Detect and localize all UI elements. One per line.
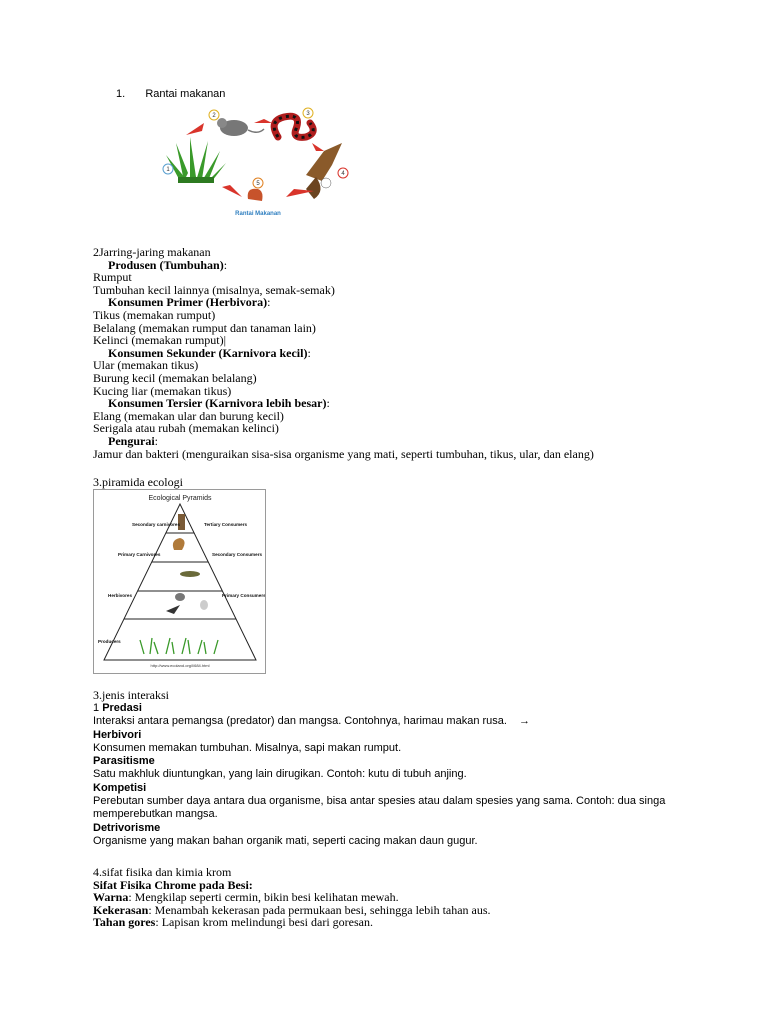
list-item: Kelinci (memakan rumput)| xyxy=(93,333,227,348)
property-item: Kekerasan: Menambah kekerasan pada permukaan besi, sehingga lebih tahan aus. xyxy=(93,902,491,917)
interaction-text: Perebutan sumber daya antara dua organisme, bisa antar spesies atau dalam spesies yang sama. Contoh: dua singa xyxy=(93,795,666,808)
list-item: Kucing liar (memakan tikus) xyxy=(93,383,232,398)
ecological-pyramid-figure xyxy=(93,489,266,674)
interaction-heading: Detrivorisme xyxy=(93,821,161,834)
food-chain-illustration xyxy=(146,103,368,225)
section-title: Rantai makanan xyxy=(145,88,226,100)
group-heading: Pengurai: xyxy=(108,433,159,448)
section-title: 2Jarring-jaring makanan xyxy=(93,245,211,259)
group-heading: Konsumen Tersier (Karnivora lebih besar): xyxy=(108,396,330,411)
step-label: 3 xyxy=(306,111,310,117)
property-item: Warna: Mengkilap seperti cermin, bikin besi kelihatan mewah. xyxy=(93,890,399,905)
interaction-heading: Herbivori xyxy=(93,728,142,741)
interaction-text: Konsumen memakan tumbuhan. Misalnya, sapi makan rumput. xyxy=(93,741,402,754)
step-label: 5 xyxy=(256,181,260,187)
interaction-heading: Parasitisme xyxy=(93,755,155,768)
section-title: 3.piramida ecologi xyxy=(93,475,183,489)
mouse-icon xyxy=(217,118,264,136)
interaction-text: Satu makhluk diuntungkan, yang lain dirugikan. Contoh: kutu di tubuh anjing. xyxy=(93,768,467,781)
decomposer-icon xyxy=(248,189,263,201)
ecological-pyramid-illustration xyxy=(94,490,265,673)
property-item: Tahan gores: Lapisan krom melindungi besi dari goresan. xyxy=(93,915,373,930)
list-number: 1. xyxy=(116,88,126,100)
chrome-section xyxy=(93,866,733,929)
eagle-icon xyxy=(306,143,342,199)
interaction-text: Interaksi antara pemangsa (predator) dan mangsa. Contohnya, harimau makan rusa. → xyxy=(93,715,530,728)
pyramid-label: Primary Carnivores xyxy=(118,552,161,557)
grass-icon xyxy=(166,137,226,183)
group-heading: Konsumen Sekunder (Karnivora kecil): xyxy=(108,345,311,360)
section-title: 3.jenis interaksi xyxy=(93,688,169,702)
section-title: 4.sifat fisika dan kimia krom xyxy=(93,865,232,879)
arrow-icon: → xyxy=(518,715,530,728)
interaction-list xyxy=(93,702,733,848)
pyramid-label: Herbivores xyxy=(108,593,133,598)
pyramid-label: Secondary Consumers xyxy=(212,552,263,557)
interaction-text: memperebutkan mangsa. xyxy=(93,808,218,821)
list-item: Burung kecil (memakan belalang) xyxy=(93,370,257,385)
snake-icon xyxy=(274,116,313,137)
group-heading: Konsumen Primer (Herbivora): xyxy=(108,295,271,310)
interaction-heading: Kompetisi xyxy=(93,781,147,794)
food-chain-figure xyxy=(146,103,368,225)
interaction-heading: 1 Predasi xyxy=(93,702,142,714)
rabbit-icon xyxy=(200,600,208,610)
list-item: Tikus (memakan rumput) xyxy=(93,307,216,322)
food-web-section xyxy=(93,246,733,460)
mouse-icon xyxy=(175,593,185,601)
section-subtitle: Sifat Fisika Chrome pada Besi: xyxy=(93,877,253,892)
interaction-text: Organisme yang makan bahan organik mati, seperti cacing makan daun gugur. xyxy=(93,834,478,847)
pyramid-label: Tertiary Consumers xyxy=(204,522,248,527)
pyramid-label: Secondary carnivores xyxy=(132,522,181,527)
list-item: Tumbuhan kecil lainnya (misalnya, semak-semak) xyxy=(93,282,335,297)
list-item: Jamur dan bakteri (menguraikan sisa-sisa organisme yang mati, seperti tumbuhan, tikus, ular, dan elang) xyxy=(93,446,594,461)
list-item: Belalang (memakan rumput dan tanaman lain) xyxy=(93,320,316,335)
step-label: 4 xyxy=(341,171,345,177)
figure-caption: Rantai Makanan xyxy=(235,211,281,217)
list-item: Elang (memakan ular dan burung kecil) xyxy=(93,408,284,423)
pyramid-label: Primary Consumers xyxy=(222,593,265,598)
pyramid-label: Producers xyxy=(98,639,121,644)
step-label: 1 xyxy=(166,167,170,173)
step-label: 2 xyxy=(212,113,216,119)
list-item xyxy=(116,88,225,101)
list-item: Serigala atau rubah (memakan kelinci) xyxy=(93,421,279,436)
list-item: Ular (memakan tikus) xyxy=(93,358,199,373)
lizard-icon xyxy=(180,571,200,577)
pyramid-url: http://www.ecoland.org/l/684.html xyxy=(150,663,210,668)
group-heading: Produsen (Tumbuhan): xyxy=(108,257,228,272)
pyramid-title: Ecological Pyramids xyxy=(148,495,212,502)
list-item: Rumput xyxy=(93,270,132,285)
